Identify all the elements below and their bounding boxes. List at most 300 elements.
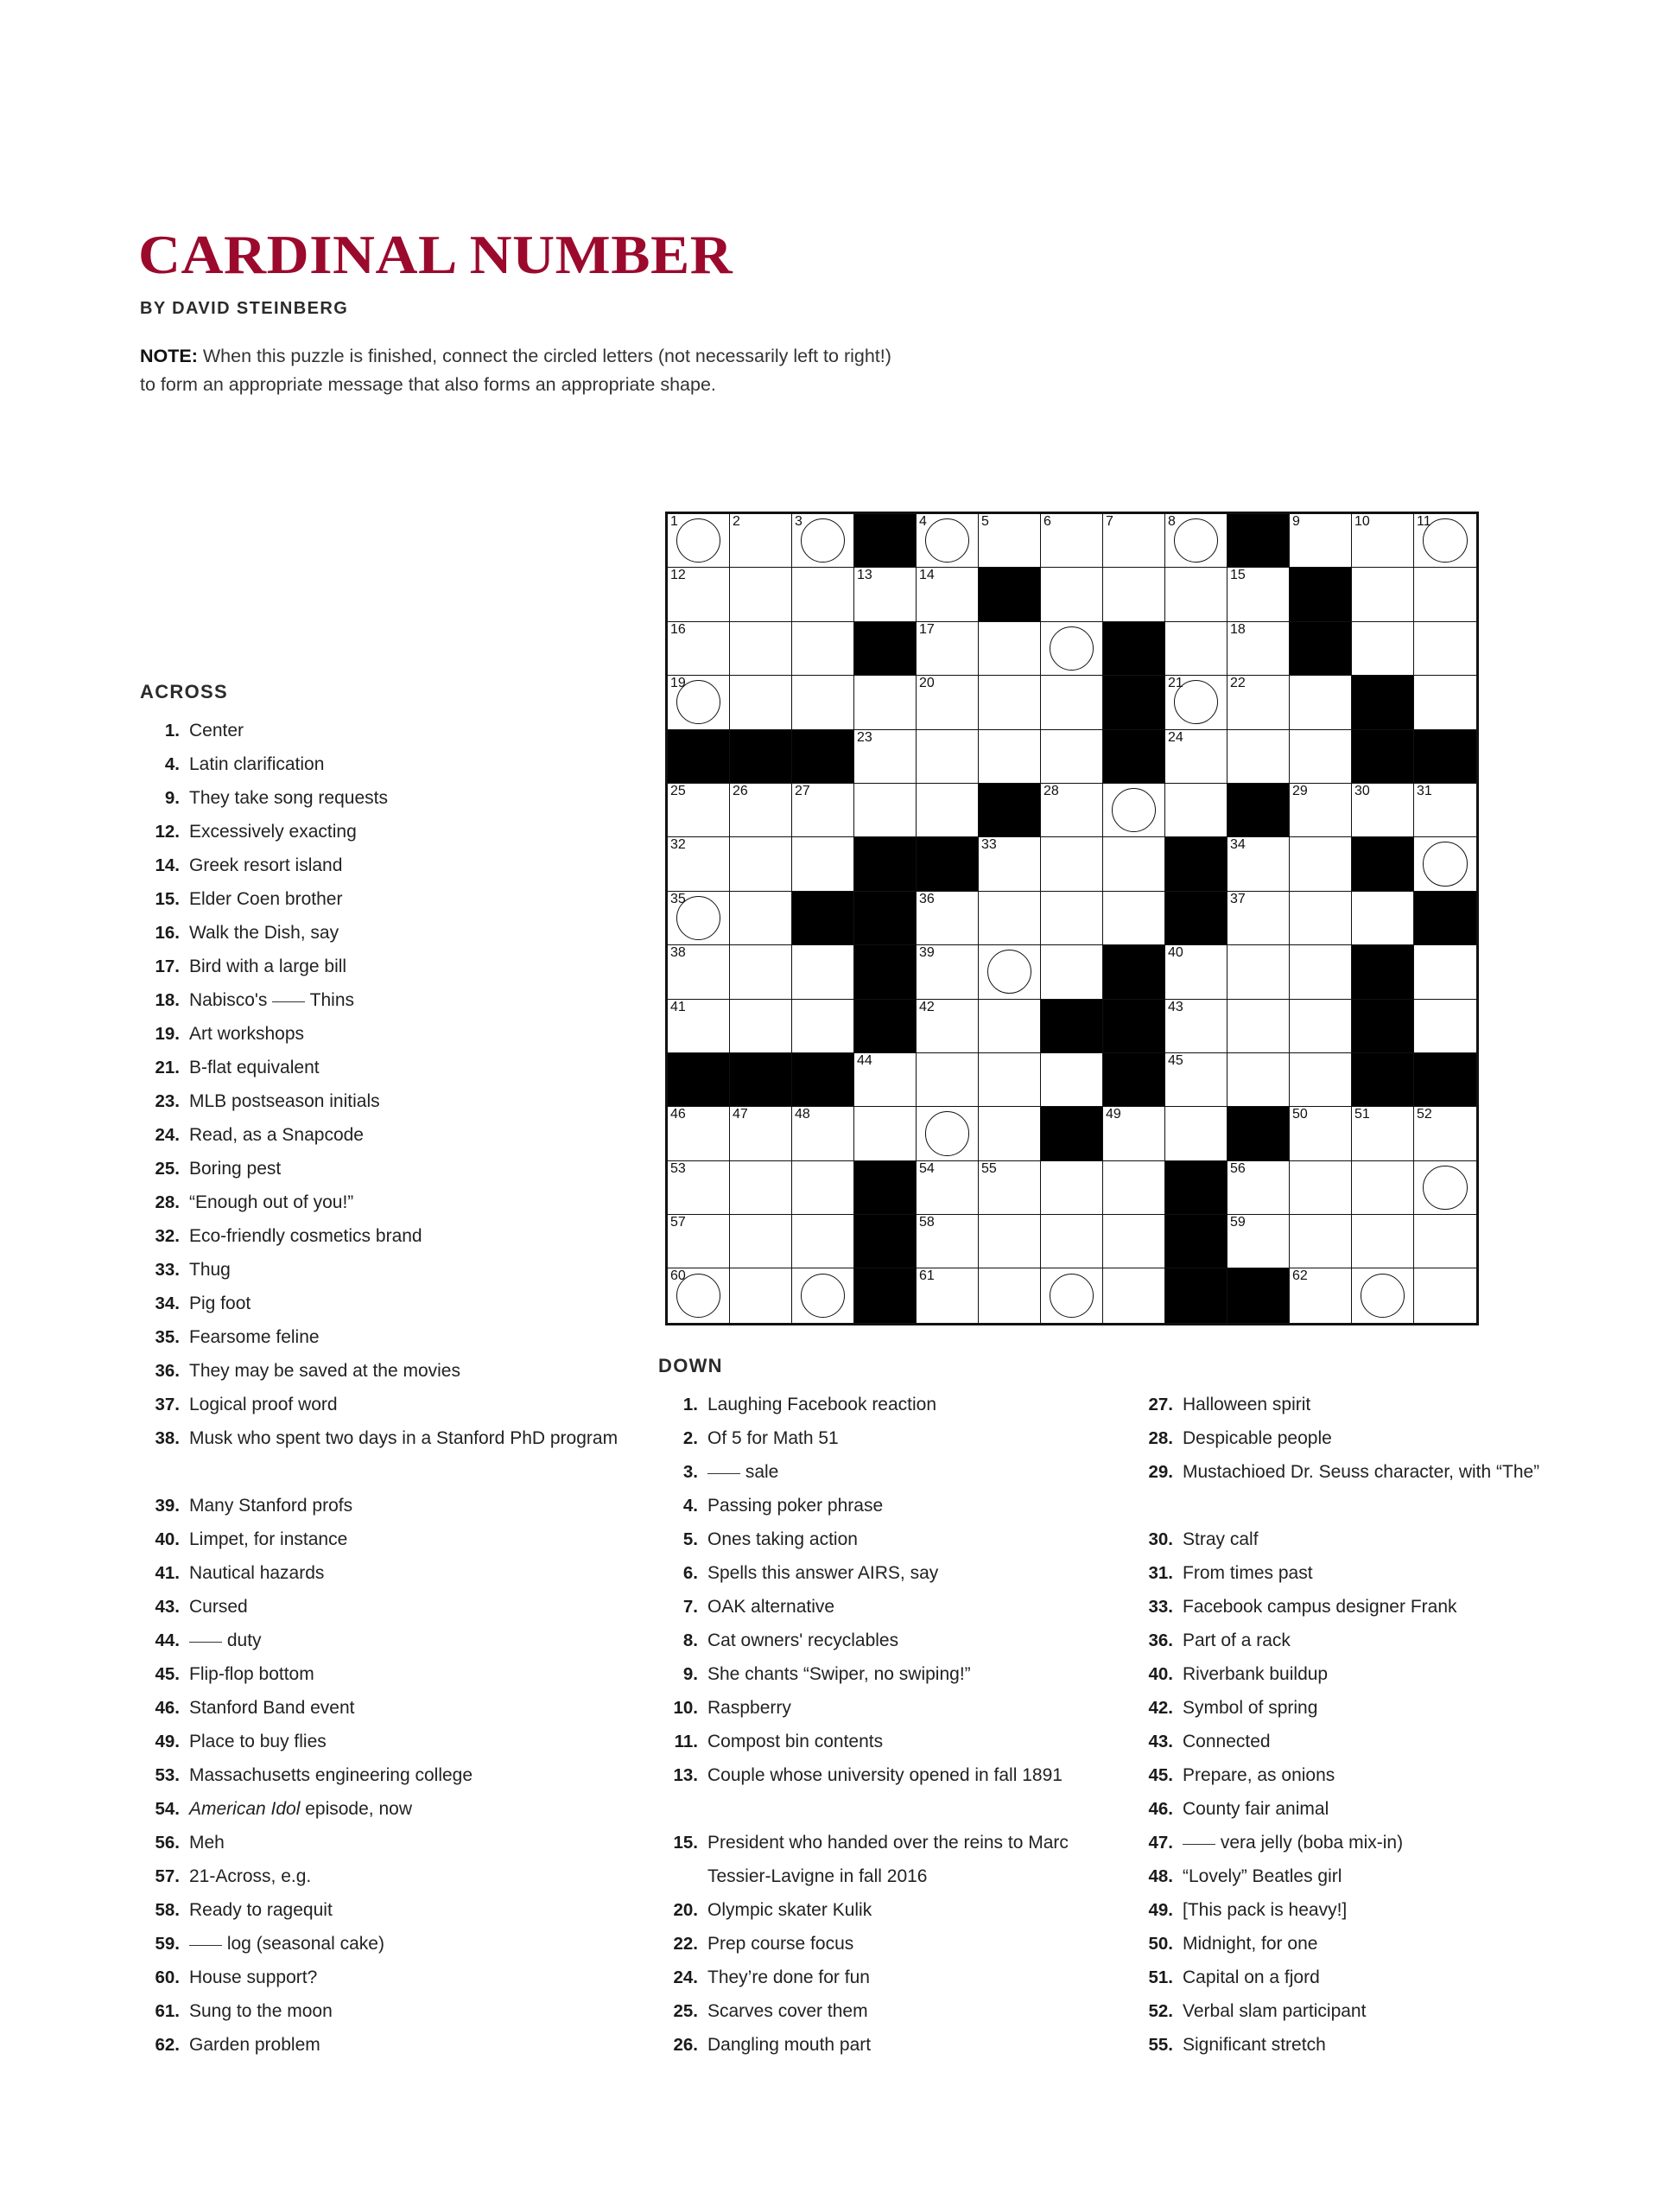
note-label: NOTE: <box>140 346 198 366</box>
grid-block <box>1165 892 1227 945</box>
clue-number: 41. <box>155 1563 180 1583</box>
grid-cell[interactable] <box>854 1053 917 1107</box>
grid-cell[interactable] <box>917 1053 979 1107</box>
grid-cell[interactable] <box>917 622 979 676</box>
grid-cell[interactable] <box>1352 892 1414 945</box>
cell-number: 30 <box>1354 783 1370 798</box>
grid-cell[interactable] <box>730 1161 792 1215</box>
grid-cell[interactable] <box>1227 1215 1290 1268</box>
circled-cell-marker <box>801 518 845 563</box>
clue-text: duty <box>189 1624 624 1657</box>
grid-cell[interactable] <box>917 1161 979 1215</box>
grid-block <box>1103 676 1165 729</box>
clue-number: 24. <box>155 1125 180 1145</box>
grid-cell[interactable] <box>792 1161 854 1215</box>
clue-item <box>140 1017 624 1051</box>
grid-block <box>854 837 917 891</box>
grid-cell[interactable] <box>917 1268 979 1322</box>
grid-cell[interactable] <box>917 676 979 729</box>
clue-text: House support? <box>189 1967 318 1987</box>
grid-cell[interactable] <box>668 1161 730 1215</box>
clue-text: Raspberry <box>707 1698 791 1718</box>
grid-cell[interactable] <box>979 892 1041 945</box>
clue-item <box>658 1421 1125 1455</box>
grid-cell[interactable] <box>668 1107 730 1160</box>
grid-cell[interactable] <box>917 1000 979 1053</box>
grid-cell[interactable] <box>1103 1161 1165 1215</box>
clue-number: 28. <box>155 1192 180 1212</box>
clue-text: log (seasonal cake) <box>189 1927 624 1961</box>
circled-cell-marker <box>1112 788 1156 832</box>
grid-cell[interactable] <box>792 784 854 837</box>
clue-number: 61. <box>155 2001 180 2021</box>
grid-cell[interactable] <box>730 892 792 945</box>
clue-number: 9. <box>164 788 180 808</box>
grid-block <box>1041 1000 1103 1053</box>
grid-cell[interactable] <box>1414 837 1476 891</box>
grid-cell[interactable] <box>1165 676 1227 729</box>
clue-item <box>658 1657 1125 1691</box>
grid-block <box>792 1053 854 1107</box>
clue-item <box>1133 1522 1600 1556</box>
grid-cell[interactable] <box>1290 892 1352 945</box>
grid-cell[interactable] <box>1165 568 1227 621</box>
cell-number: 47 <box>733 1107 748 1122</box>
grid-block <box>1103 730 1165 784</box>
grid-block <box>1227 784 1290 837</box>
grid-cell[interactable] <box>730 1000 792 1053</box>
clue-number: 20. <box>673 1900 698 1920</box>
cell-number: 3 <box>795 514 802 529</box>
clue-number: 29. <box>1148 1462 1173 1482</box>
clue-text: Scarves cover them <box>707 2001 868 2021</box>
clue-text: Prep course focus <box>707 1934 854 1954</box>
circled-cell-marker <box>925 518 969 563</box>
grid-cell[interactable] <box>1041 676 1103 729</box>
clue-item <box>658 1388 1125 1421</box>
clue-text: Stanford Band event <box>189 1698 355 1718</box>
clue-text: Read, as a Snapcode <box>189 1125 364 1145</box>
grid-cell[interactable] <box>1041 837 1103 891</box>
grid-cell[interactable] <box>730 676 792 729</box>
grid-cell[interactable] <box>1103 784 1165 837</box>
clue-number: 4. <box>164 754 180 774</box>
grid-block <box>1165 1215 1227 1268</box>
cell-number: 26 <box>733 783 748 798</box>
grid-cell[interactable] <box>1227 1161 1290 1215</box>
grid-cell[interactable] <box>854 730 917 784</box>
clue-item <box>658 2028 1125 2062</box>
cell-number: 59 <box>1230 1215 1246 1230</box>
clue-item <box>140 1893 624 1927</box>
grid-cell[interactable] <box>979 1215 1041 1268</box>
grid-cell[interactable] <box>1290 1107 1352 1160</box>
page-title: CARDINAL NUMBER <box>138 224 733 285</box>
grid-cell[interactable] <box>1103 1215 1165 1268</box>
grid-cell[interactable] <box>1103 1107 1165 1160</box>
grid-cell[interactable] <box>1290 1268 1352 1322</box>
grid-cell[interactable] <box>1290 945 1352 999</box>
grid-cell[interactable] <box>730 1268 792 1322</box>
clue-item <box>140 781 624 815</box>
grid-cell[interactable] <box>1103 514 1165 568</box>
clue-number: 15. <box>673 1833 698 1853</box>
circled-cell-marker <box>1423 1166 1467 1210</box>
cell-number: 6 <box>1044 514 1051 529</box>
crossword-grid[interactable] <box>665 512 1479 1325</box>
clue-number: 26. <box>673 2035 698 2055</box>
cell-number: 8 <box>1168 514 1176 529</box>
grid-cell[interactable] <box>1414 676 1476 729</box>
cell-number: 38 <box>670 945 686 961</box>
grid-cell[interactable] <box>668 568 730 621</box>
grid-cell[interactable] <box>730 568 792 621</box>
clue-text: B-flat equivalent <box>189 1058 320 1077</box>
grid-cell[interactable] <box>1041 892 1103 945</box>
clue-text: Passing poker phrase <box>707 1496 884 1516</box>
grid-cell[interactable] <box>1290 676 1352 729</box>
grid-cell[interactable] <box>792 676 854 729</box>
clue-item <box>140 1792 624 1826</box>
grid-cell[interactable] <box>792 945 854 999</box>
grid-cell[interactable] <box>1414 514 1476 568</box>
grid-cell[interactable] <box>1165 514 1227 568</box>
grid-cell[interactable] <box>979 1268 1041 1322</box>
grid-cell[interactable] <box>668 1000 730 1053</box>
cell-number: 46 <box>670 1107 686 1122</box>
cell-number: 32 <box>670 837 686 853</box>
grid-cell[interactable] <box>668 676 730 729</box>
grid-cell[interactable] <box>1414 1107 1476 1160</box>
clue-item <box>140 1994 624 2028</box>
grid-cell[interactable] <box>917 514 979 568</box>
grid-block <box>1352 1053 1414 1107</box>
grid-cell[interactable] <box>1227 892 1290 945</box>
grid-cell[interactable] <box>1414 1000 1476 1053</box>
circled-cell-marker <box>925 1111 969 1155</box>
clue-text: Connected <box>1183 1732 1271 1751</box>
clue-number: 14. <box>155 855 180 875</box>
grid-cell[interactable] <box>1165 1107 1227 1160</box>
clue-item <box>1133 1826 1600 1859</box>
clue-number: 53. <box>155 1765 180 1785</box>
grid-cell[interactable] <box>854 676 917 729</box>
grid-cell[interactable] <box>1227 945 1290 999</box>
grid-cell[interactable] <box>1414 568 1476 621</box>
cell-number: 42 <box>919 999 935 1014</box>
grid-cell[interactable] <box>979 514 1041 568</box>
grid-cell[interactable] <box>1352 1215 1414 1268</box>
grid-cell[interactable] <box>979 945 1041 999</box>
grid-cell[interactable] <box>979 730 1041 784</box>
clue-text: Ones taking action <box>707 1529 858 1549</box>
grid-cell[interactable] <box>1103 837 1165 891</box>
grid-cell[interactable] <box>1227 676 1290 729</box>
grid-cell[interactable] <box>730 837 792 891</box>
cell-number: 54 <box>919 1160 935 1176</box>
clue-item <box>140 1253 624 1287</box>
grid-cell[interactable] <box>1227 1053 1290 1107</box>
clue-text: Stray calf <box>1183 1529 1259 1549</box>
grid-cell[interactable] <box>792 837 854 891</box>
grid-cell[interactable] <box>792 1215 854 1268</box>
clue-number: 37. <box>155 1395 180 1414</box>
grid-block <box>792 730 854 784</box>
grid-cell[interactable] <box>1414 622 1476 676</box>
grid-cell[interactable] <box>1290 1000 1352 1053</box>
grid-cell[interactable] <box>1165 945 1227 999</box>
clue-text: Flip-flop bottom <box>189 1664 314 1684</box>
cell-number: 12 <box>670 568 686 583</box>
grid-cell[interactable] <box>1165 622 1227 676</box>
grid-cell[interactable] <box>668 784 730 837</box>
grid-cell[interactable] <box>1165 730 1227 784</box>
clue-item <box>1133 1893 1600 1927</box>
clue-text: OAK alternative <box>707 1597 835 1617</box>
clue-number: 59. <box>155 1934 180 1954</box>
clue-number: 49. <box>155 1732 180 1751</box>
cell-number: 11 <box>1417 514 1431 529</box>
grid-cell[interactable] <box>979 1161 1041 1215</box>
clue-number: 57. <box>155 1866 180 1886</box>
grid-cell[interactable] <box>1352 1107 1414 1160</box>
grid-cell[interactable] <box>979 1000 1041 1053</box>
clue-number: 34. <box>155 1294 180 1313</box>
clue-text: Laughing Facebook reaction <box>707 1395 937 1414</box>
clue-number: 55. <box>1148 2035 1173 2055</box>
grid-cell[interactable] <box>792 568 854 621</box>
grid-cell[interactable] <box>854 784 917 837</box>
grid-cell[interactable] <box>668 892 730 945</box>
grid-cell[interactable] <box>979 837 1041 891</box>
grid-block <box>1352 1000 1414 1053</box>
grid-cell[interactable] <box>917 1107 979 1160</box>
clue-number: 48. <box>1148 1866 1173 1886</box>
clue-number: 45. <box>1148 1765 1173 1785</box>
grid-cell[interactable] <box>917 568 979 621</box>
grid-cell[interactable] <box>917 730 979 784</box>
clue-item <box>1133 1624 1600 1657</box>
clue-text: Boring pest <box>189 1159 282 1179</box>
grid-cell[interactable] <box>1041 945 1103 999</box>
grid-cell[interactable] <box>792 1268 854 1322</box>
grid-cell[interactable] <box>979 1107 1041 1160</box>
clue-item <box>140 950 624 983</box>
grid-cell[interactable] <box>979 676 1041 729</box>
grid-block <box>979 784 1041 837</box>
clue-item <box>140 1758 624 1792</box>
grid-cell[interactable] <box>1103 1268 1165 1322</box>
clue-text: Nabisco's Thins <box>189 990 355 1010</box>
cell-number: 14 <box>919 568 935 583</box>
grid-cell[interactable] <box>1352 1161 1414 1215</box>
clue-number: 6. <box>682 1563 698 1583</box>
clue-text: They’re done for fun <box>707 1967 870 1987</box>
clue-text: Garden problem <box>189 2035 320 2055</box>
grid-cell[interactable] <box>1414 1215 1476 1268</box>
clue-item <box>140 1725 624 1758</box>
grid-cell[interactable] <box>668 514 730 568</box>
clue-number: 18. <box>155 990 180 1010</box>
grid-cell[interactable] <box>1227 1000 1290 1053</box>
grid-cell[interactable] <box>668 622 730 676</box>
grid-cell[interactable] <box>1041 1053 1103 1107</box>
cell-number: 31 <box>1417 783 1432 798</box>
grid-cell[interactable] <box>730 1215 792 1268</box>
cell-number: 35 <box>670 891 686 906</box>
clue-item <box>140 1185 624 1219</box>
grid-cell[interactable] <box>730 622 792 676</box>
circled-cell-marker <box>1361 1274 1405 1318</box>
grid-cell[interactable] <box>1165 1000 1227 1053</box>
grid-cell[interactable] <box>1414 784 1476 837</box>
clue-text: Halloween spirit <box>1183 1395 1311 1414</box>
grid-cell[interactable] <box>1290 784 1352 837</box>
cell-number: 60 <box>670 1268 686 1284</box>
grid-block <box>854 514 917 568</box>
grid-cell[interactable] <box>979 622 1041 676</box>
clue-number: 13. <box>673 1765 698 1785</box>
clue-item <box>1133 1927 1600 1961</box>
grid-cell[interactable] <box>1227 622 1290 676</box>
clue-number: 1. <box>682 1395 698 1414</box>
clue-item <box>140 1590 624 1624</box>
grid-cell[interactable] <box>1290 514 1352 568</box>
grid-cell[interactable] <box>1352 568 1414 621</box>
clue-number: 62. <box>155 2035 180 2055</box>
cell-number: 34 <box>1230 837 1246 853</box>
grid-cell[interactable] <box>1041 1268 1103 1322</box>
grid-cell[interactable] <box>1103 568 1165 621</box>
grid-cell[interactable] <box>1352 514 1414 568</box>
grid-cell[interactable] <box>730 514 792 568</box>
circled-cell-marker <box>801 1274 845 1318</box>
cell-number: 45 <box>1168 1052 1183 1068</box>
grid-cell[interactable] <box>917 1215 979 1268</box>
grid-cell[interactable] <box>1414 1268 1476 1322</box>
clue-text: Place to buy flies <box>189 1732 327 1751</box>
clue-text: Thug <box>189 1260 231 1280</box>
grid-cell[interactable] <box>1290 1215 1352 1268</box>
grid-cell[interactable] <box>668 837 730 891</box>
clue-text: Ready to ragequit <box>189 1900 333 1920</box>
clue-number: 49. <box>1148 1900 1173 1920</box>
grid-cell[interactable] <box>1041 568 1103 621</box>
cell-number: 28 <box>1044 783 1059 798</box>
clue-text: sale <box>707 1455 1125 1489</box>
grid-cell[interactable] <box>917 945 979 999</box>
grid-cell[interactable] <box>1041 1161 1103 1215</box>
grid-cell[interactable] <box>668 945 730 999</box>
grid-cell[interactable] <box>730 784 792 837</box>
clue-text: Spells this answer AIRS, say <box>707 1563 939 1583</box>
grid-cell[interactable] <box>854 568 917 621</box>
clue-item <box>658 1556 1125 1590</box>
cell-number: 18 <box>1230 621 1246 637</box>
cell-number: 56 <box>1230 1160 1246 1176</box>
grid-cell[interactable] <box>1352 622 1414 676</box>
clue-text: Cursed <box>189 1597 248 1617</box>
grid-cell[interactable] <box>1041 730 1103 784</box>
cell-number: 1 <box>670 514 678 529</box>
grid-cell[interactable] <box>1290 1053 1352 1107</box>
grid-cell[interactable] <box>1041 622 1103 676</box>
clue-item <box>658 1725 1125 1758</box>
clue-text: Part of a rack <box>1183 1630 1291 1650</box>
grid-cell[interactable] <box>1290 1161 1352 1215</box>
clue-number: 12. <box>155 822 180 842</box>
clue-text: Facebook campus designer Frank <box>1183 1597 1457 1617</box>
clue-item <box>658 1691 1125 1725</box>
clue-item <box>1133 1657 1600 1691</box>
cell-number: 52 <box>1417 1107 1432 1122</box>
clue-number: 32. <box>155 1226 180 1246</box>
clue-number: 11. <box>674 1732 698 1751</box>
grid-cell[interactable] <box>1165 1053 1227 1107</box>
grid-cell[interactable] <box>1227 568 1290 621</box>
cell-number: 4 <box>919 514 927 529</box>
grid-cell[interactable] <box>1352 784 1414 837</box>
clue-number: 36. <box>1148 1630 1173 1650</box>
grid-cell[interactable] <box>1041 514 1103 568</box>
clue-number: 33. <box>1148 1597 1173 1617</box>
grid-cell[interactable] <box>1041 1215 1103 1268</box>
grid-cell[interactable] <box>1165 784 1227 837</box>
grid-cell[interactable] <box>854 1107 917 1160</box>
clue-item <box>1133 1792 1600 1826</box>
grid-cell[interactable] <box>668 1215 730 1268</box>
grid-cell[interactable] <box>668 1268 730 1322</box>
grid-cell[interactable] <box>792 622 854 676</box>
grid-cell[interactable] <box>730 1107 792 1160</box>
clue-item <box>140 1354 624 1388</box>
clue-number: 47. <box>1148 1833 1173 1853</box>
grid-cell[interactable] <box>730 945 792 999</box>
grid-block <box>1290 622 1352 676</box>
grid-cell[interactable] <box>792 1000 854 1053</box>
grid-cell[interactable] <box>1414 1161 1476 1215</box>
grid-cell[interactable] <box>1290 837 1352 891</box>
clue-item <box>1133 1388 1600 1421</box>
grid-cell[interactable] <box>917 892 979 945</box>
grid-cell[interactable] <box>1414 945 1476 999</box>
grid-cell[interactable] <box>1041 784 1103 837</box>
clue-item <box>658 1927 1125 1961</box>
grid-cell[interactable] <box>1227 730 1290 784</box>
grid-cell[interactable] <box>792 514 854 568</box>
grid-cell[interactable] <box>1103 892 1165 945</box>
clue-text: Verbal slam participant <box>1183 2001 1367 2021</box>
grid-cell[interactable] <box>1352 1268 1414 1322</box>
grid-cell[interactable] <box>1290 730 1352 784</box>
grid-block <box>1227 1107 1290 1160</box>
clue-text: Significant stretch <box>1183 2035 1326 2055</box>
cell-number: 20 <box>919 676 935 691</box>
clue-number: 5. <box>682 1529 698 1549</box>
grid-cell[interactable] <box>792 1107 854 1160</box>
cell-number: 48 <box>795 1107 810 1122</box>
grid-cell[interactable] <box>1227 837 1290 891</box>
clue-text: American Idol episode, now <box>189 1799 412 1819</box>
grid-cell[interactable] <box>917 784 979 837</box>
clue-item <box>140 1657 624 1691</box>
grid-cell[interactable] <box>979 1053 1041 1107</box>
clue-item <box>658 1961 1125 1994</box>
grid-block <box>854 622 917 676</box>
cell-number: 49 <box>1106 1107 1121 1122</box>
clue-number: 52. <box>1148 2001 1173 2021</box>
grid-block <box>1103 1053 1165 1107</box>
